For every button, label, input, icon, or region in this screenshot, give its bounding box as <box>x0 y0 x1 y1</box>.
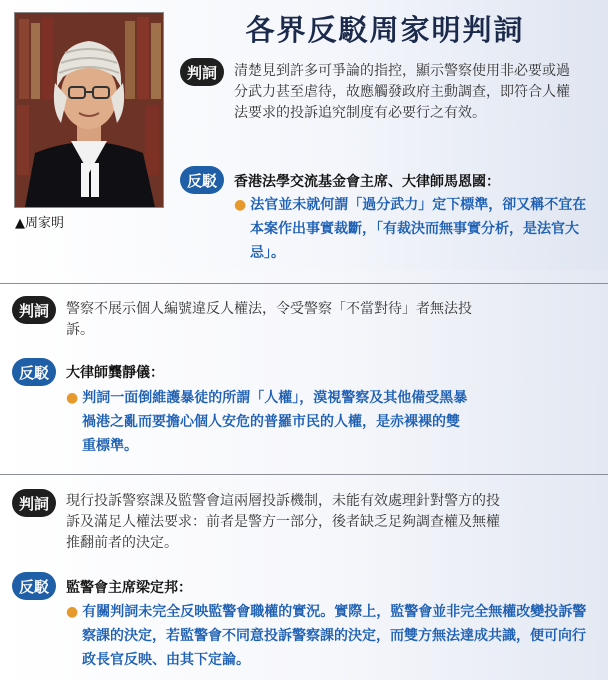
judge-photo <box>14 12 164 208</box>
photo-caption: ▲周家明 <box>15 216 64 231</box>
ruling-badge: 判詞 <box>12 489 56 517</box>
rebuttal-text-3 <box>66 600 592 672</box>
ruling-badge: 判詞 <box>12 296 56 324</box>
rebuttal-badge: 反駁 <box>12 572 56 600</box>
orange-dot-icon: ● <box>234 197 247 213</box>
rebuttal-text-1 <box>234 193 592 265</box>
orange-dot-icon: ● <box>66 604 79 620</box>
rebuttal-body-3: 有關判詞未完全反映監警會職權的實況。實際上，監警會並非完全無權改變投訴警察課的決定，若監警會不同意投訴警察課的決定，而雙方無法達成共識，便可向行政長官反映、由其下定論。 <box>82 604 587 668</box>
rebuttal-speaker-3: 監警會主席梁定邦： <box>66 580 192 596</box>
rebuttal-body-2: 判詞一面倒維護暴徒的所謂「人權」，漠視警察及其他備受黑暴禍港之亂而要擔心個人安危的普羅市民的人權，是赤裸裸的雙重標準。 <box>82 390 468 454</box>
orange-dot-icon: ● <box>66 390 79 406</box>
rebuttal-text-2 <box>66 386 470 458</box>
section-divider <box>0 283 608 284</box>
ruling-text-1: 清楚見到許多可爭論的指控，顯示警察使用非必要或過分武力甚至虐待，故應觸發政府主動調查，即符合人權法要求的投訴追究制度有必要行之有效。 <box>234 63 570 121</box>
rebuttal-speaker-1: 香港法學交流基金會主席、大律師馬恩國： <box>234 174 500 190</box>
ruling-badge: 判詞 <box>180 58 224 86</box>
rebuttal-badge: 反駁 <box>12 358 56 386</box>
rebuttal-speaker-2: 大律師龔靜儀： <box>66 365 164 381</box>
section-divider <box>0 474 608 475</box>
rebuttal-badge: 反駁 <box>180 166 224 194</box>
judge-portrait-image <box>15 13 163 207</box>
ruling-text-2: 警察不展示個人編號違反人權法，令受警察「不當對待」者無法投訴。 <box>66 301 472 338</box>
ruling-text-3: 現行投訴警察課及監警會這兩層投訴機制，未能有效處理針對警方的投訴及滿足人權法要求：前者是警方一部分，後者缺乏足夠調查權及無權推翻前者的決定。 <box>66 493 500 551</box>
page-title: 各界反駁周家明判詞 <box>245 13 525 47</box>
rebuttal-body-1: 法官並未就何謂「過分武力」定下標準，卻又稱不宜在本案作出事實裁斷，「有裁決而無事實分析，是法官大忌」。 <box>250 197 587 261</box>
